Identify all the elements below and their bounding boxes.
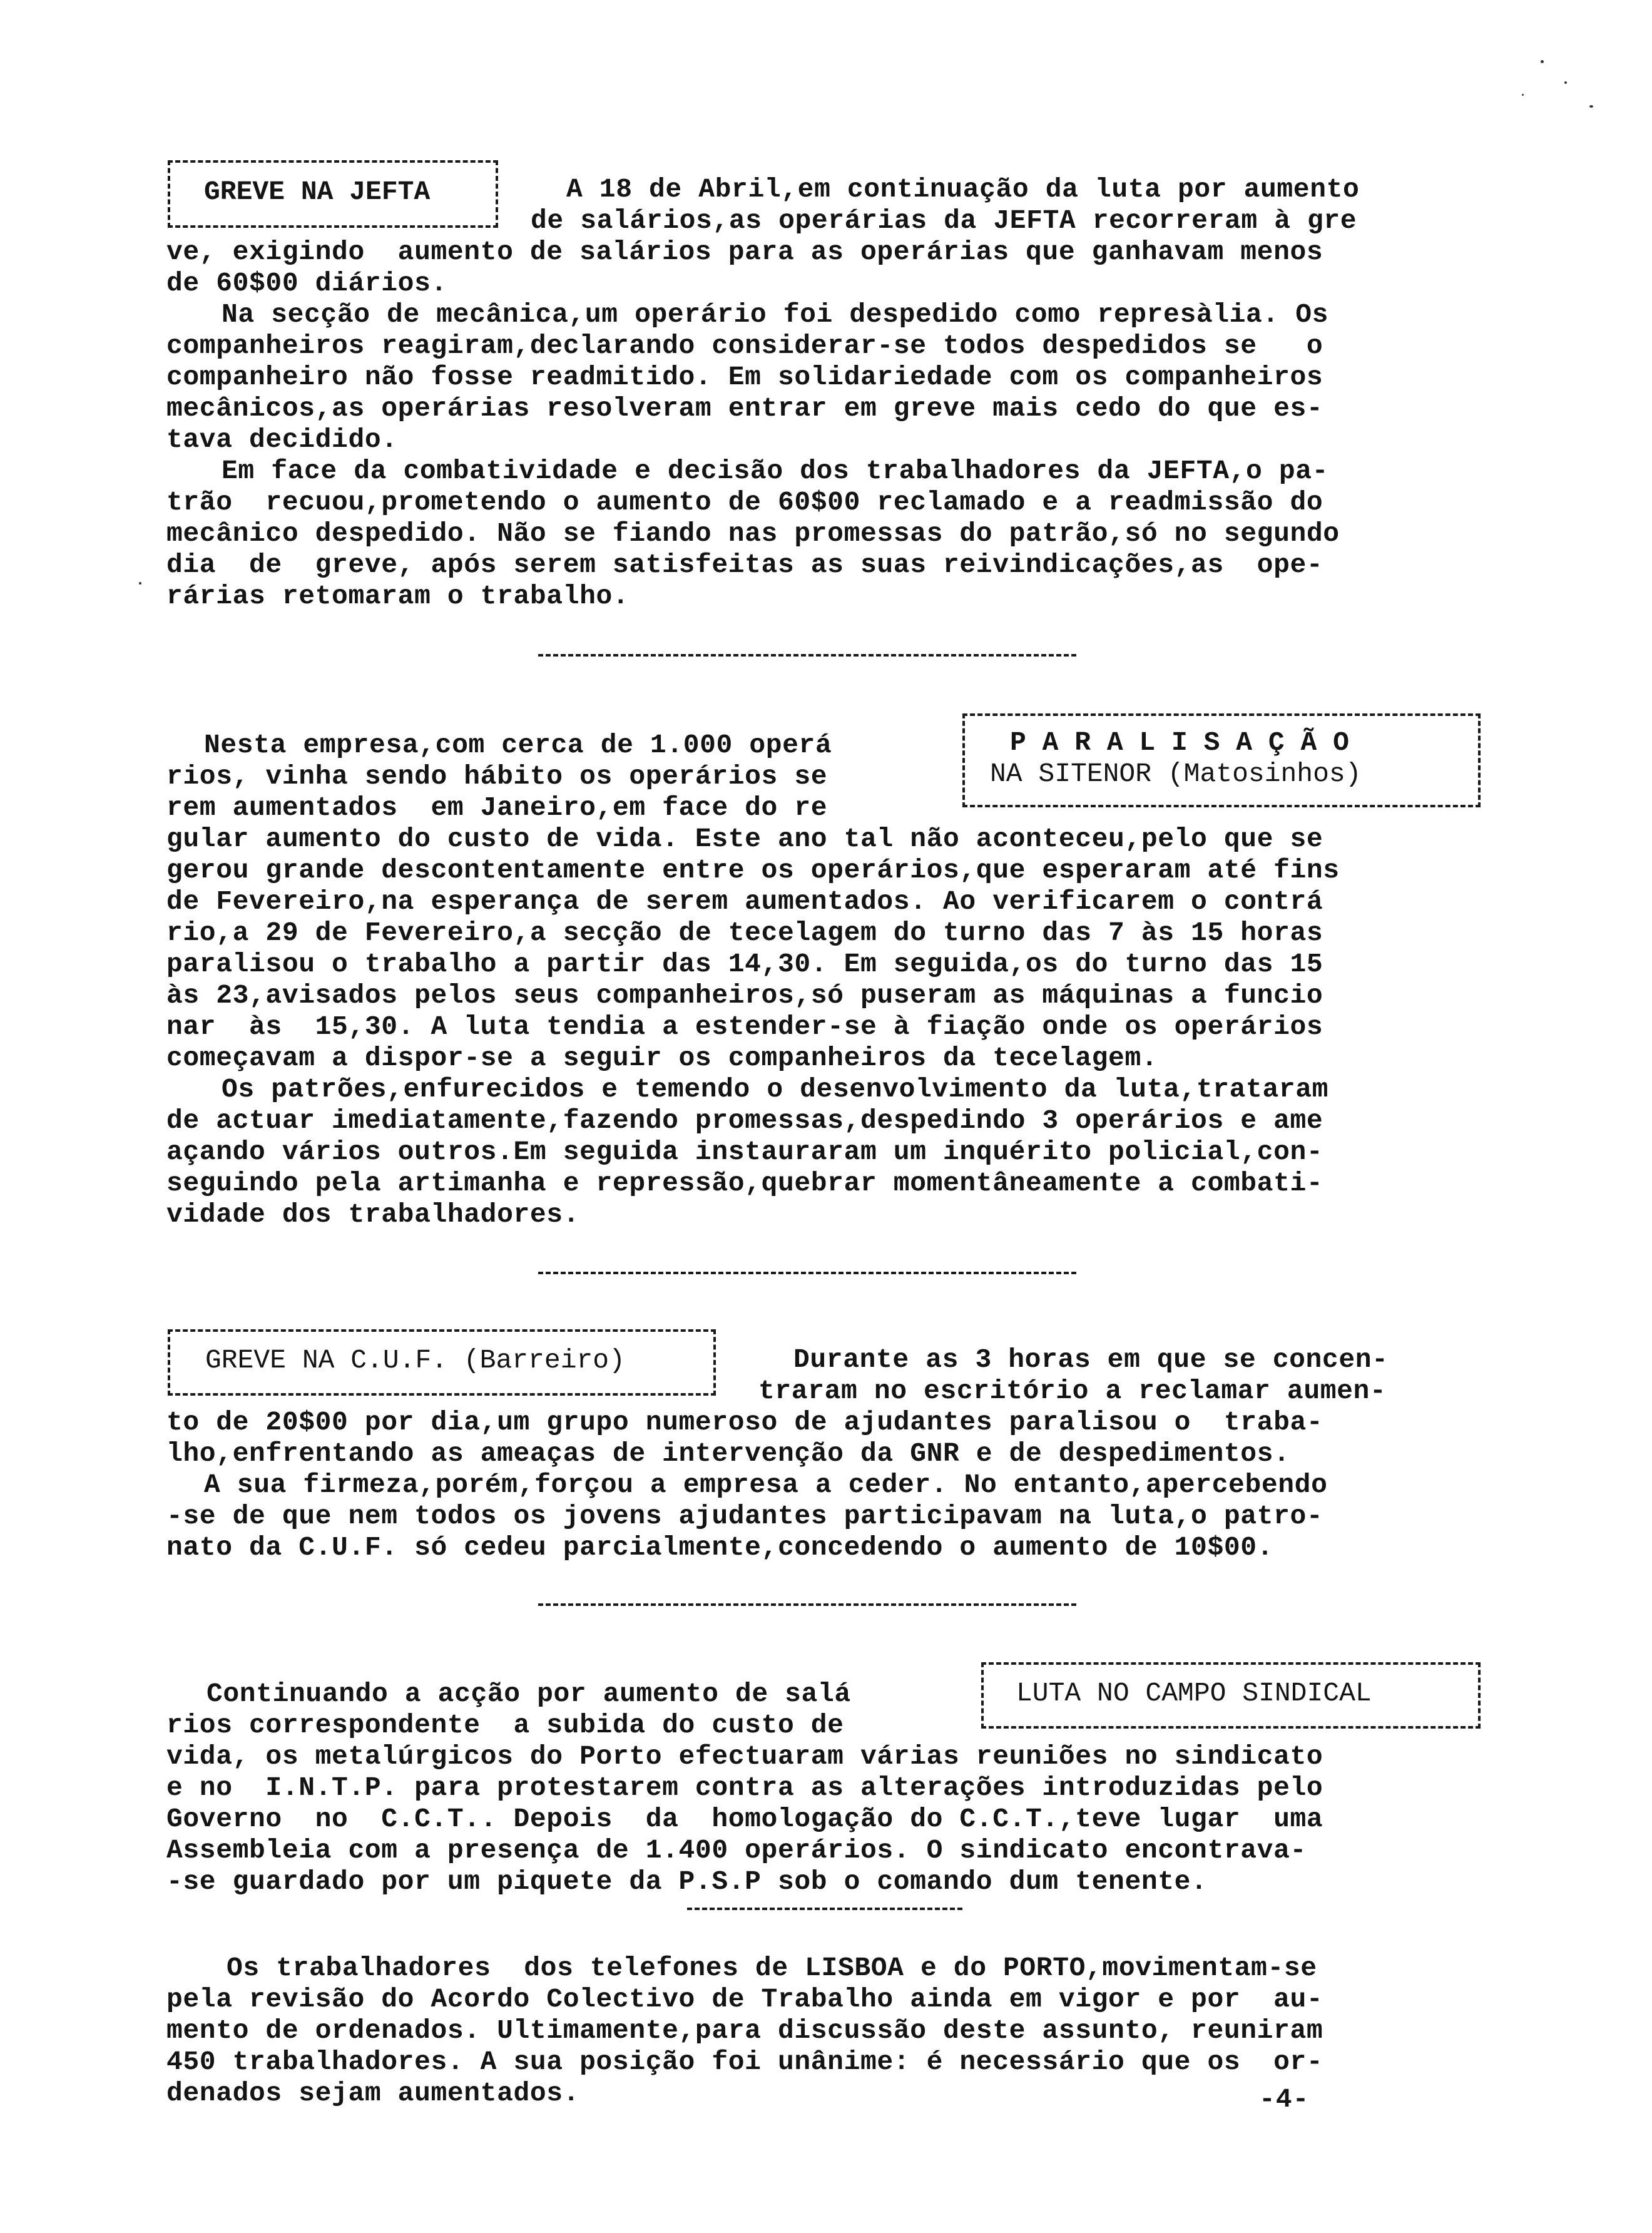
heading-jefta: GREVE NA JEFTA [204, 176, 431, 207]
short-divider [687, 1908, 962, 1910]
cuf-line: -se de que nem todos os jovens ajudantes participavam na luta,o patro- [166, 1501, 1323, 1531]
heading-sitenor-line2: NA SITENOR (Matosinhos) [990, 759, 1362, 789]
cuf-line: Durante as 3 horas em que se concen- [793, 1344, 1389, 1375]
telefones-line: denados sejam aumentados. [166, 2078, 580, 2108]
page-number: -4- [1259, 2084, 1310, 2115]
jefta-line: companheiro não fosse readmitido. Em solidariedade com os companheiros [166, 362, 1323, 392]
jefta-line: trão recuou,prometendo o aumento de 60$00 reclamado e a readmissão do [166, 487, 1323, 518]
scan-speck [1564, 81, 1567, 84]
section-divider [538, 1603, 1076, 1606]
jefta-line: tava decidido. [166, 424, 398, 455]
scan-speck [1589, 105, 1593, 108]
heading-box-jefta [168, 160, 498, 228]
sindical-line: rios correspondente a subida do custo de [166, 1710, 844, 1740]
sitenor-line: às 23,avisados pelos seus companheiros,só puseram as máquinas a funcio [166, 980, 1323, 1011]
sitenor-line: rem aumentados em Janeiro,em face do re [166, 792, 828, 823]
sitenor-line: nar às 15,30. A luta tendia a estender-se à fiação onde os operários [166, 1011, 1323, 1042]
jefta-line: de salários,as operárias da JEFTA recorreram à gre [531, 205, 1357, 236]
sitenor-line: gular aumento do custo de vida. Este ano tal não aconteceu,pelo que se [166, 824, 1323, 854]
heading-cuf: GREVE NA C.U.F. (Barreiro) [205, 1345, 625, 1376]
scan-speck [1541, 60, 1544, 63]
telefones-line: Os trabalhadores dos telefones de LISBOA e do PORTO,movimentam-se [227, 1953, 1317, 1983]
sindical-line: -se guardado por um piquete da P.S.P sob o comando dum tenente. [166, 1866, 1208, 1897]
heading-box-sindical [981, 1662, 1481, 1729]
jefta-line: dia de greve, após serem satisfeitas as suas reivindicações,as ope- [166, 549, 1323, 580]
cuf-line: traram no escritório a reclamar aumen- [758, 1376, 1387, 1406]
sitenor-line: açando vários outros.Em seguida instauraram um inquérito policial,con- [166, 1137, 1323, 1167]
telefones-line: 450 trabalhadores. A sua posição foi unânime: é necessário que os or- [166, 2046, 1323, 2077]
heading-box-cuf [168, 1329, 716, 1396]
jefta-line: mecânicos,as operárias resolveram entrar em greve mais cedo do que es- [166, 393, 1323, 424]
sitenor-line: de Fevereiro,na esperança de serem aumentados. Ao verificarem o contrá [166, 886, 1323, 917]
heading-box-sitenor [962, 713, 1481, 807]
sitenor-line: vidade dos trabalhadores. [166, 1199, 580, 1230]
jefta-line: rárias retomaram o trabalho. [166, 581, 630, 611]
sindical-line: e no I.N.T.P. para protestarem contra as alterações introduzidas pelo [166, 1772, 1323, 1803]
cuf-line: A sua firmeza,porém,forçou a empresa a ceder. No entanto,apercebendo [204, 1469, 1328, 1500]
cuf-line: nato da C.U.F. só cedeu parcialmente,concedendo o aumento de 10$00. [166, 1532, 1274, 1563]
sindical-line: Governo no C.C.T.. Depois da homologação do C.C.T.,teve lugar uma [166, 1804, 1323, 1834]
jefta-line: de 60$00 diários. [166, 268, 447, 299]
jefta-line: Na secção de mecânica,um operário foi despedido como represàlia. Os [222, 299, 1329, 330]
sindical-line: vida, os metalúrgicos do Porto efectuaram várias reuniões no sindicato [166, 1741, 1323, 1772]
scan-speck [139, 582, 141, 585]
jefta-line: A 18 de Abril,em continuação da luta por aumento [566, 174, 1360, 205]
sitenor-line: Nesta empresa,com cerca de 1.000 operá [204, 730, 832, 760]
jefta-line: Em face da combatividade e decisão dos trabalhadores da JEFTA,o pa- [222, 456, 1329, 486]
sindical-line: Continuando a acção por aumento de salá [206, 1679, 851, 1709]
telefones-line: mento de ordenados. Ultimamente,para discussão deste assunto, reuniram [166, 2015, 1323, 2046]
sitenor-line: Os patrões,enfurecidos e temendo o desenvolvimento da luta,trataram [222, 1074, 1329, 1105]
sitenor-line: começavam a dispor-se a seguir os companheiros da tecelagem. [166, 1043, 1158, 1073]
telefones-line: pela revisão do Acordo Colectivo de Trabalho ainda em vigor e por au- [166, 1984, 1323, 2015]
section-divider [538, 1272, 1076, 1274]
jefta-line: ve, exigindo aumento de salários para as operárias que ganhavam menos [166, 237, 1323, 267]
sitenor-line: gerou grande descontentamente entre os operários,que esperaram até fins [166, 855, 1340, 886]
cuf-line: lho,enfrentando as ameaças de intervenção da GNR e de despedimentos. [166, 1438, 1290, 1469]
scan-speck [1522, 94, 1524, 96]
jefta-line: mecânico despedido. Não se fiando nas promessas do patrão,só no segundo [166, 518, 1340, 549]
heading-sitenor-line1: P A R A L I S A Ç Ã O [1010, 727, 1349, 758]
heading-sindical: LUTA NO CAMPO SINDICAL [1016, 1678, 1372, 1709]
sindical-line: Assembleia com a presença de 1.400 operários. O sindicato encontrava- [166, 1835, 1307, 1866]
section-divider [538, 654, 1076, 657]
sitenor-line: rios, vinha sendo hábito os operários se [166, 761, 828, 792]
sitenor-line: paralisou o trabalho a partir das 14,30. Em seguida,os do turno das 15 [166, 949, 1323, 979]
sitenor-line: de actuar imediatamente,fazendo promessas,despedindo 3 operários e ame [166, 1105, 1323, 1136]
sitenor-line: seguindo pela artimanha e repressão,quebrar momentâneamente a combati- [166, 1168, 1323, 1198]
jefta-line: companheiros reagiram,declarando considerar-se todos despedidos se o [166, 330, 1323, 361]
sitenor-line: rio,a 29 de Fevereiro,a secção de tecelagem do turno das 7 às 15 horas [166, 917, 1323, 948]
cuf-line: to de 20$00 por dia,um grupo numeroso de ajudantes paralisou o traba- [166, 1407, 1323, 1438]
